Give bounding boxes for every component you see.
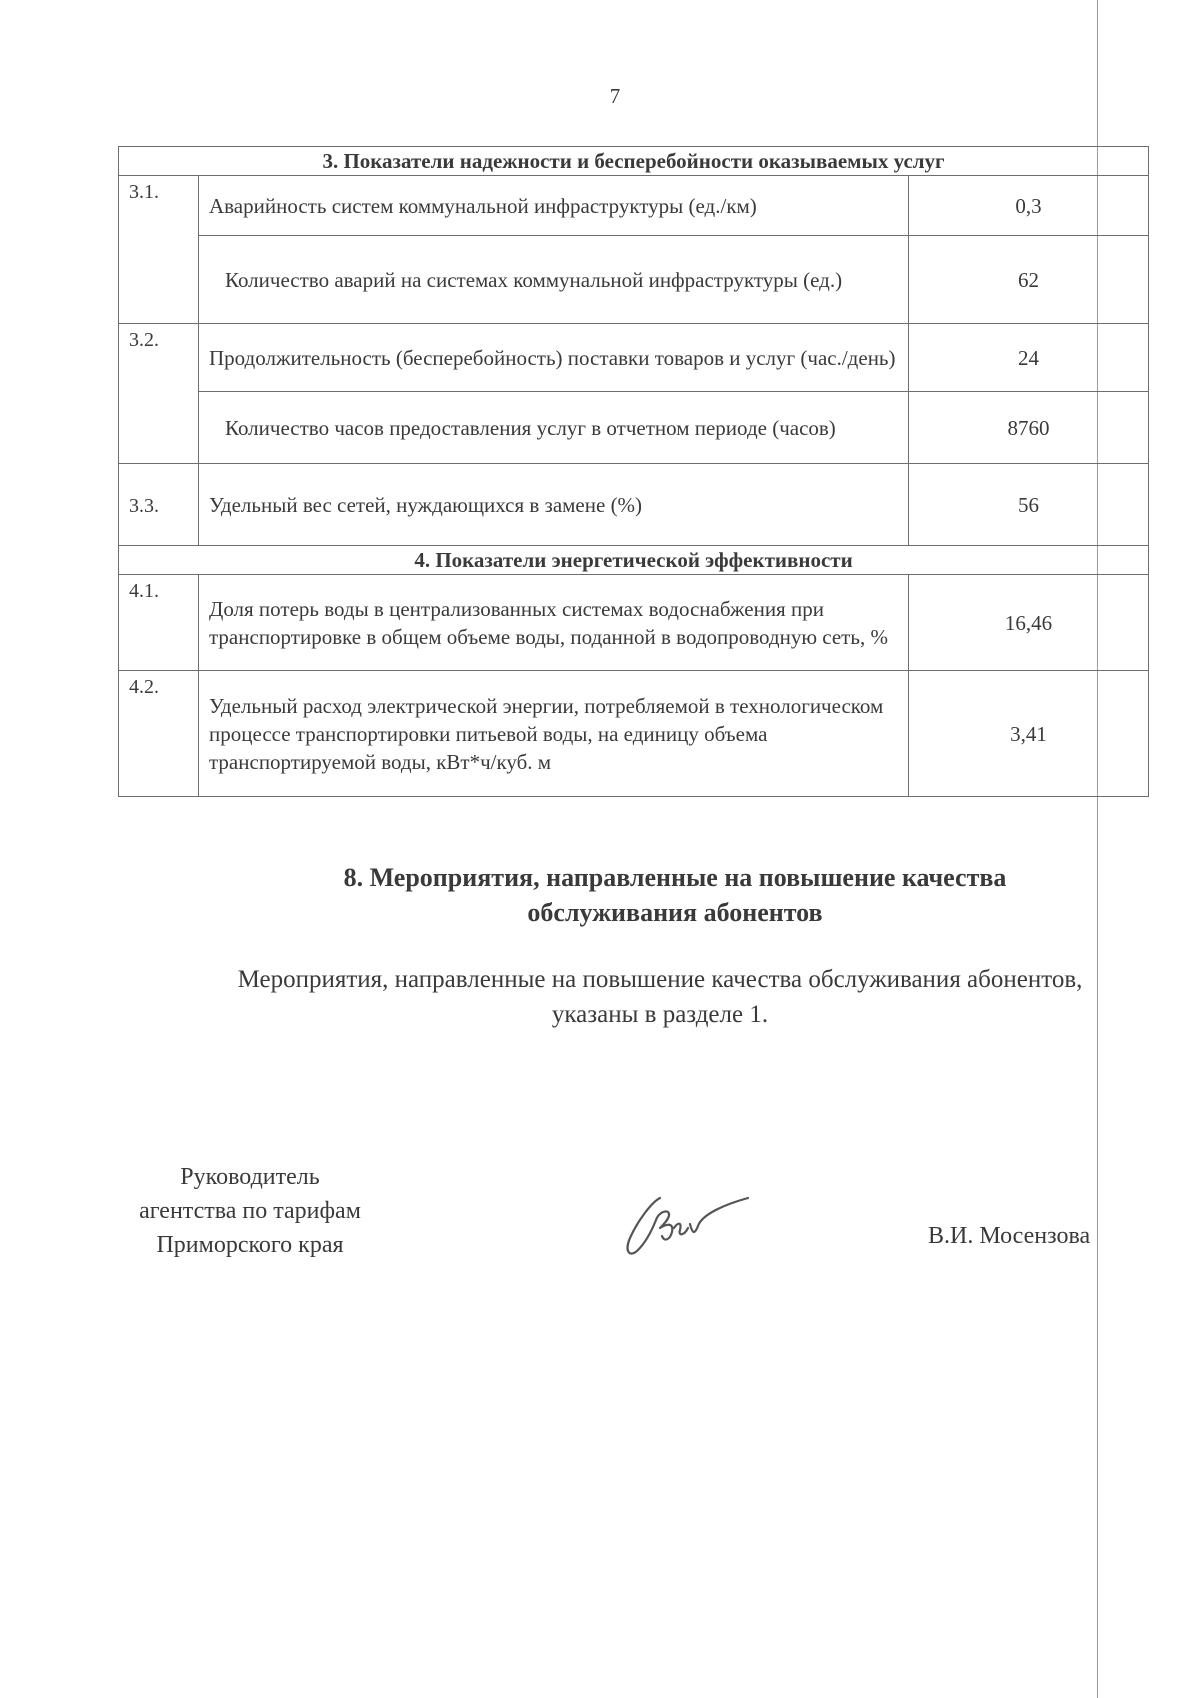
- row-number: 3.1.: [119, 176, 199, 324]
- section3-header: 3. Показатели надежности и бесперебойности оказываемых услуг: [119, 147, 1149, 176]
- indicator-sub-cell: [199, 392, 909, 464]
- row-number: 4.1.: [119, 575, 199, 671]
- indicator-value: 62: [909, 236, 1149, 324]
- table-row: [119, 464, 1149, 546]
- signatory-role: [100, 1160, 400, 1262]
- indicator-value: 8760: [909, 392, 1149, 464]
- table-row: [119, 671, 1149, 797]
- indicator-sub-cell: [199, 236, 909, 324]
- section8-title-line1: 8. Мероприятия, направленные на повышение качества: [343, 863, 1007, 892]
- indicator-value: 24: [909, 324, 1149, 392]
- row-number: 3.2.: [119, 324, 199, 464]
- signatory-role-line3: Приморского края: [156, 1232, 344, 1258]
- row-number: 3.3.: [119, 464, 199, 546]
- indicator-label: Продолжительность (бесперебойность) поставки товаров и услуг (час./день): [199, 324, 909, 392]
- indicators-table: [118, 146, 1149, 797]
- row-number: 4.2.: [119, 671, 199, 797]
- indicator-sub-label: Количество аварий на системах коммунальной инфраструктуры (ед.): [225, 267, 843, 292]
- handwritten-signature: [608, 1180, 758, 1270]
- section8-title: [150, 860, 1200, 930]
- section8-text: [100, 962, 1200, 1032]
- indicator-value: 16,46: [909, 575, 1149, 671]
- table-row: [119, 147, 1149, 176]
- indicator-sub-label: Количество часов предоставления услуг в отчетном периоде (часов): [225, 415, 836, 440]
- indicator-label: Удельный вес сетей, нуждающихся в замене (%): [199, 464, 909, 546]
- signatory-name: В.И. Мосензова: [928, 1223, 1091, 1249]
- indicator-value: 56: [909, 464, 1149, 546]
- signatory-role-line2: агентства по тарифам: [139, 1198, 361, 1224]
- table-row: [119, 176, 1149, 236]
- table-row: [119, 546, 1149, 575]
- section4-header: 4. Показатели энергетической эффективности: [119, 546, 1149, 575]
- indicator-value: 0,3: [909, 176, 1149, 236]
- table-row: [119, 324, 1149, 392]
- table-row: [119, 392, 1149, 464]
- indicator-label: Аварийность систем коммунальной инфраструктуры (ед./км): [199, 176, 909, 236]
- section8-text-line1: Мероприятия, направленные на повышение качества обслуживания абонентов,: [237, 966, 1083, 993]
- table-row: [119, 236, 1149, 324]
- signatory-role-line1: Руководитель: [180, 1164, 320, 1190]
- table-row: [119, 575, 1149, 671]
- section8-title-line2: обслуживания абонентов: [527, 898, 823, 927]
- indicator-label: Доля потерь воды в централизованных системах водоснабжения при транспортировке в общем объеме воды, поданной в водопроводную сеть, %: [199, 575, 909, 671]
- page-number: 7: [609, 84, 621, 108]
- indicator-label: Удельный расход электрической энергии, потребляемой в технологическом процессе транспортировки питьевой воды, на единицу объема транспортируемой воды, кВт*ч/куб. м: [199, 671, 909, 797]
- indicator-value: 3,41: [909, 671, 1149, 797]
- section8-text-line2: указаны в разделе 1.: [551, 1001, 769, 1028]
